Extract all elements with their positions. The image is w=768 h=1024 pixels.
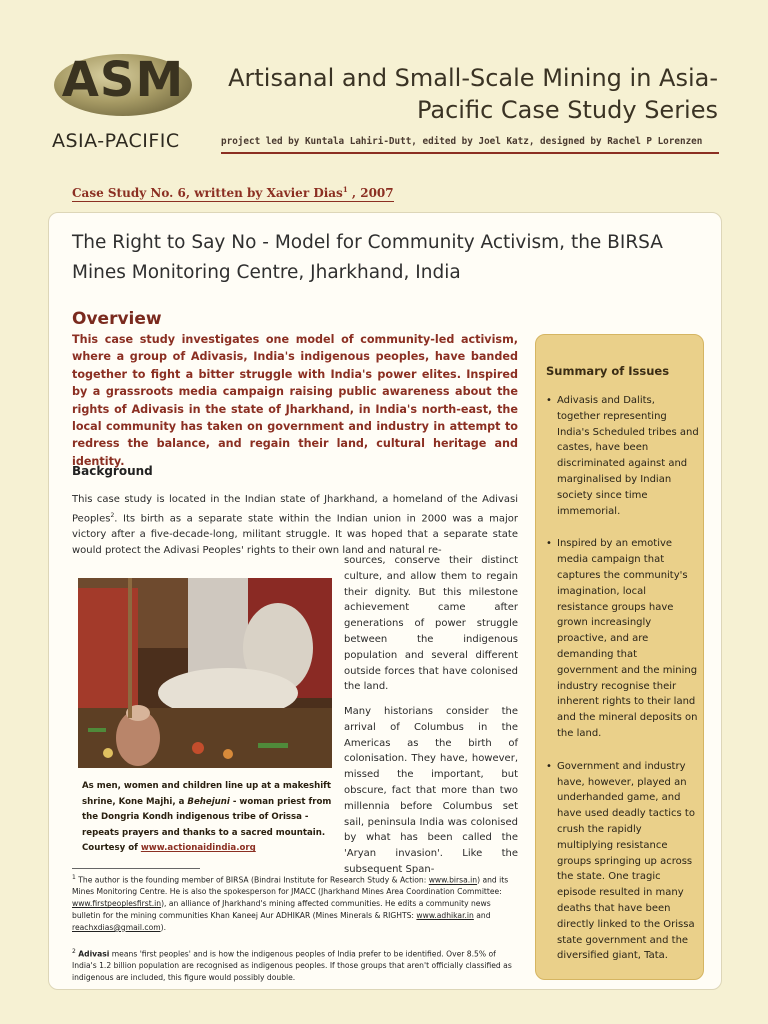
summary-list [544, 393, 700, 981]
caption-source-link[interactable]: www.actionaidindia.org [140, 843, 256, 854]
header-divider [221, 152, 719, 154]
footnote-term: Adivasi [78, 949, 110, 959]
article-title [72, 228, 692, 288]
background-paragraph [72, 492, 518, 559]
footnote-text: means 'first peoples' and is how the indigenous peoples of India prefer to be identified. Over 8.5% of India's 1.2 billion population are recognised as indigenous peoples. If those groups that aren't officially classified as indigenous are included, this figure would possibly double. [72, 949, 512, 983]
footnote-ref-1[interactable]: 1 [342, 185, 348, 194]
birsa-link[interactable]: www.birsa.in [428, 875, 478, 885]
series-title-line2: Pacific Case Study Series [417, 96, 718, 124]
logo-subtitle: ASIA-PACIFIC [52, 130, 180, 152]
firstpeoples-link[interactable]: www.firstpeoplesfirst.in [72, 899, 162, 909]
footnote-1 [72, 872, 518, 934]
overview-intro: This case study investigates one model of community-led activism, where a group of Adivasis, India's indigenous peoples, have banded together to fight a bitter struggle with India's power elites. Inspired by a grassroots media campaign raising public awareness about the rights of Adivasis in the state of Jharkhand, in India's north-east, the local community has taken on government and industry in attempt to redress the balance, and regain their land, cultural heritage and identity. [72, 333, 518, 468]
article-title-line2: Mines Monitoring Centre, Jharkhand, India [72, 262, 461, 283]
footnote-text: ). [160, 922, 167, 932]
footnote-ref-2[interactable]: 2 [110, 511, 115, 519]
footnote-text: ) and its Mines Monitoring Centre. He is also the spokesperson for JMACC (Jharkhand Mines Area Coordination Committee: [72, 875, 509, 897]
summary-item: • Adivasis and Dalits, together representing India's Scheduled tribes and castes, have been discriminated against and marginalised by Indian society since time immemorial. [544, 393, 700, 519]
article-title-line1: The Right to Say No - Model for Community Activism, the BIRSA [72, 232, 663, 253]
photo-caption [82, 779, 332, 857]
caption-term: Behejuni [187, 796, 230, 807]
adhikar-link[interactable]: www.adhikar.in [416, 910, 474, 920]
credits-line: project led by Kuntala Lahiri-Dutt, edited by Joel Katz, designed by Rachel P Lorenzen [221, 136, 703, 147]
summary-item: • Government and industry have, however, played an underhanded game, and have used deadly tactics to crush the rapidly multiplying resistance groups springing up across the state. One tragic episode resulted in many deaths that have been directly linked to the Orissa state government and the diversified giant, Tata. [544, 759, 700, 964]
caption-text: As men, women and children line up at a makeshift shrine, Kone Majhi, a [82, 781, 332, 807]
paragraph-text: This case study is located in the Indian state of Jharkhand, a homeland of the Adivasi Peoples [72, 494, 518, 525]
series-title-line1: Artisanal and Small-Scale Mining in Asia- [228, 64, 718, 92]
shrine-photo-image [78, 578, 332, 768]
footnote-text: ), an alliance of Jharkhand's mining affected communities. He edits a community news bulletin for the mining communities Khan Kaneej Aur ADHIKAR (Mines Minerals & RIGHTS: [72, 899, 491, 920]
email-link[interactable]: reachxdias@gmail.com [72, 922, 161, 932]
footnote-divider [72, 868, 200, 869]
case-study-number [72, 185, 394, 202]
footnote-1-mark: 1 [72, 874, 76, 881]
paragraph-continued: sources, conserve their distinct culture, and allow them to regain their dignity. But this milestone achievement came after generations of power struggle between the indigenous population and several different outside forces that have colonised the land. [344, 555, 518, 693]
paragraph-text-cont: . Its birth as a separate state within the Indian union in 2000 was a major victory after a five-decade-long, militant struggle. It was hoped that a separate state would protect the Adivasi Peoples' rights to their own land and natural re- [72, 513, 518, 556]
colonisation-paragraph: Many historians consider the arrival of Columbus in the Americas as the birth of colonisation. They have, however, missed the important, but obscure, fact that more than two millennia before Columbus set sail, peninsula India was colonised by what has been called the 'Aryan invasion'. Like the subsequent Span- [344, 706, 518, 875]
summary-item: • Inspired by an emotive media campaign that captures the community's imagination, local resistance groups have grown increasingly proactive, and are demanding that government and the mining industry recognise their inherent rights to their land and the mineral deposits on the land. [544, 536, 700, 741]
summary-heading: Summary of Issues [546, 364, 670, 378]
footnote-text: and [473, 910, 491, 920]
footnote-text: The author is the founding member of BIRSA (Bindrai Institute for Research Study & Action: [75, 875, 429, 885]
case-study-label: Case Study No. 6, written by Xavier Dias [72, 186, 343, 200]
case-study-year: , 2007 [347, 186, 394, 200]
logo-asm-text: ASM [61, 52, 185, 108]
footnote-2-mark: 2 [72, 948, 76, 955]
series-title [198, 62, 718, 126]
shrine-photo [78, 578, 332, 768]
caption-text-cont: - woman priest from the Dongria Kondh indigenous tribe of Orissa - repeats prayers and thanks to a sacred mountain. Courtesy of [82, 796, 332, 854]
overview-heading: Overview [72, 309, 162, 329]
background-heading: Background [72, 464, 153, 478]
footnote-2 [72, 946, 518, 984]
asm-asia-pacific-logo [48, 50, 204, 156]
